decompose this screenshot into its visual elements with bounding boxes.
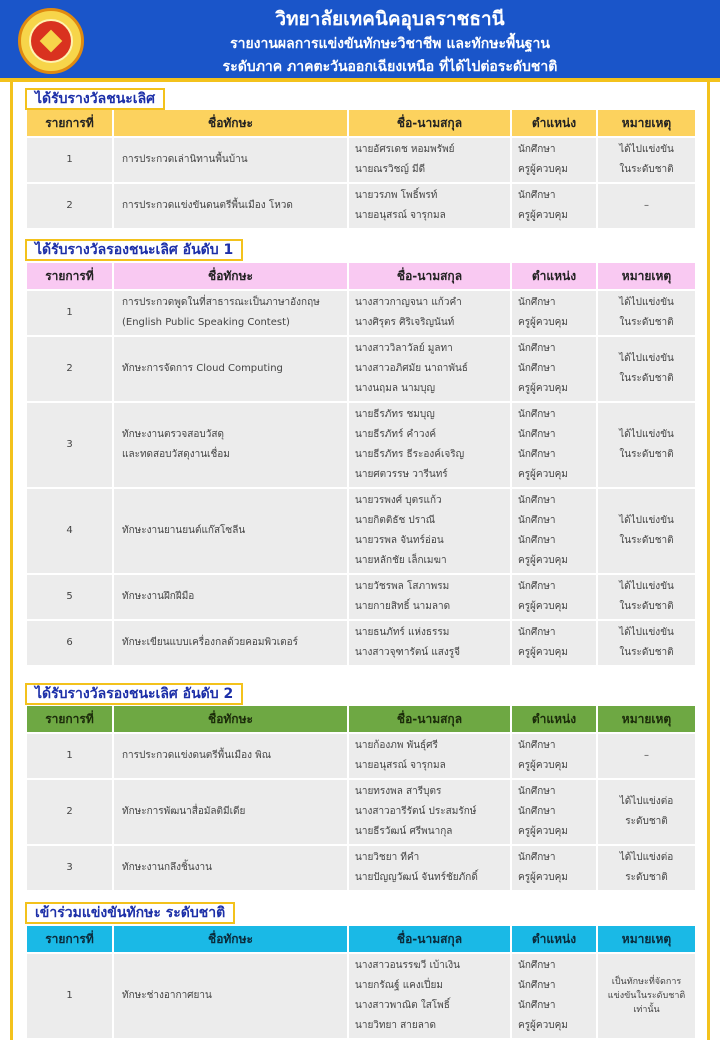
header-divider <box>0 78 720 82</box>
col-header-position: ตำแหน่ง <box>512 706 596 732</box>
cell-line: นายณรวิชญ์ มีดี <box>355 164 426 175</box>
cell-names <box>349 621 510 665</box>
cell-line: นายทรงพล สารีบุตร <box>355 786 442 797</box>
cell-line: นางสาวอภิศมัย นาถาพันธ์ <box>355 363 468 374</box>
cell-line: ครูผู้ควบคุม <box>518 1020 568 1031</box>
table-row <box>27 954 695 1038</box>
cell-no: 5 <box>27 575 112 619</box>
cell-names <box>349 403 510 487</box>
cell-note <box>598 621 695 665</box>
cell-skill <box>114 138 347 182</box>
table-national <box>25 924 697 1040</box>
cell-line: ครูผู้ควบคุม <box>518 760 568 771</box>
cell-line: นายวิทยา สายลาด <box>355 1020 436 1031</box>
cell-line: ได้ไปแข่งขัน <box>619 515 674 526</box>
cell-skill <box>114 734 347 778</box>
cell-line: นักศึกษา <box>518 1000 556 1011</box>
frame-left <box>10 82 13 1040</box>
cell-positions <box>512 734 596 778</box>
cell-note <box>598 846 695 890</box>
cell-line: – <box>644 200 649 211</box>
table-row <box>27 138 695 182</box>
cell-line: นายปัญญวัฒน์ จันทร์ชัยภักดิ์ <box>355 872 478 883</box>
col-header-note: หมายเหตุ <box>598 706 695 732</box>
cell-positions <box>512 184 596 228</box>
college-title: วิทยาลัยเทคนิคอุบลราชธานี <box>275 8 505 30</box>
cell-names <box>349 291 510 335</box>
cell-line: ในระดับชาติ <box>619 449 674 460</box>
col-header-skill: ชื่อทักษะ <box>114 926 347 952</box>
cell-line: ครูผู้ควบคุม <box>518 826 568 837</box>
col-header-note: หมายเหตุ <box>598 926 695 952</box>
cell-line: นักศึกษา <box>518 144 556 155</box>
table-row <box>27 337 695 401</box>
table-row <box>27 734 695 778</box>
cell-no: 2 <box>27 337 112 401</box>
cell-line: นักศึกษา <box>518 960 556 971</box>
cell-positions <box>512 489 596 573</box>
cell-line: นายอัศรเดช หอมพรัพย์ <box>355 144 455 155</box>
cell-line: นายวรพล จันทร์อ่อน <box>355 535 444 546</box>
cell-line: นางสาวอารีรัตน์ ประสมรักษ์ <box>355 806 477 817</box>
cell-line: การประกวดแข่งดนตรีพื้นเมือง พิณ <box>122 750 272 761</box>
cell-skill <box>114 575 347 619</box>
cell-line: นางนฤมล นามบุญ <box>355 383 436 394</box>
cell-positions <box>512 575 596 619</box>
report-level: ระดับภาค ภาคตะวันออกเฉียงเหนือ ที่ได้ไปต่อระดับชาติ <box>222 59 558 75</box>
col-header-name: ชื่อ-นามสกุล <box>349 706 510 732</box>
cell-skill <box>114 489 347 573</box>
table-row <box>27 291 695 335</box>
cell-line: นักศึกษา <box>518 363 556 374</box>
col-header-skill: ชื่อทักษะ <box>114 110 347 136</box>
cell-skill <box>114 337 347 401</box>
cell-note <box>598 138 695 182</box>
cell-line: นายกรัณฐ์ แคงเปี่ยม <box>355 980 443 991</box>
table-runnerup2 <box>25 704 697 892</box>
cell-line: นักศึกษา <box>518 627 556 638</box>
cell-positions <box>512 403 596 487</box>
col-header-name: ชื่อ-นามสกุล <box>349 263 510 289</box>
cell-names <box>349 138 510 182</box>
table-row <box>27 489 695 573</box>
cell-line: นายก้องภพ พันธุ์ศรี <box>355 740 438 751</box>
cell-line: ทักษะงานฝึกฝีมือ <box>122 591 195 602</box>
table-header-row <box>27 706 695 732</box>
cell-note <box>598 337 695 401</box>
cell-no: 1 <box>27 734 112 778</box>
cell-line: นางสาวจุฑารัตน์ แสงรูจี <box>355 647 460 658</box>
col-header-no: รายการที่ <box>27 706 112 732</box>
table-header-row <box>27 263 695 289</box>
cell-line: นักศึกษา <box>518 429 556 440</box>
table-winner <box>25 108 697 230</box>
cell-positions <box>512 954 596 1038</box>
cell-line: ครูผู้ควบคุม <box>518 210 568 221</box>
cell-line: นายวัชรพล โสภาพรม <box>355 581 450 592</box>
table-row <box>27 184 695 228</box>
cell-line: (English Public Speaking Contest) <box>122 317 290 328</box>
col-header-skill: ชื่อทักษะ <box>114 706 347 732</box>
cell-line: นายวรพงศ์ บุตรแก้ว <box>355 495 442 506</box>
cell-positions <box>512 138 596 182</box>
cell-line: ทักษะการจัดการ Cloud Computing <box>122 363 283 374</box>
cell-skill <box>114 291 347 335</box>
cell-line: ครูผู้ควบคุม <box>518 601 568 612</box>
cell-line: ในระดับชาติ <box>619 601 674 612</box>
col-header-note: หมายเหตุ <box>598 110 695 136</box>
cell-positions <box>512 621 596 665</box>
cell-note <box>598 291 695 335</box>
cell-positions <box>512 780 596 844</box>
cell-line: นายวรภพ โพธิ์พรท์ <box>355 190 438 201</box>
cell-names <box>349 184 510 228</box>
col-header-skill: ชื่อทักษะ <box>114 263 347 289</box>
cell-line: นักศึกษา <box>518 495 556 506</box>
cell-line: นางสาวพาณิต ใสโพธิ์ <box>355 1000 450 1011</box>
cell-positions <box>512 337 596 401</box>
cell-names <box>349 846 510 890</box>
cell-line: ได้ไปแข่งขัน <box>619 581 674 592</box>
col-header-position: ตำแหน่ง <box>512 110 596 136</box>
cell-positions <box>512 291 596 335</box>
cell-line: นายอนุสรณ์ จารุกมล <box>355 760 446 771</box>
cell-line: นายกิตติธัช ปราณี <box>355 515 436 526</box>
col-header-note: หมายเหตุ <box>598 263 695 289</box>
cell-line: นายศตวรรษ วารีนทร์ <box>355 469 448 480</box>
col-header-position: ตำแหน่ง <box>512 926 596 952</box>
cell-line: นายวิชยา ทีคำ <box>355 852 420 863</box>
table-row <box>27 403 695 487</box>
cell-note <box>598 780 695 844</box>
cell-line: การประกวดพูดในที่สาธารณะเป็นภาษาอังกฤษ <box>122 297 320 308</box>
report-subtitle: รายงานผลการแข่งขันทักษะวิชาชีพ และทักษะพื้นฐาน <box>230 36 550 52</box>
cell-names <box>349 734 510 778</box>
cell-no: 1 <box>27 954 112 1038</box>
cell-no: 2 <box>27 184 112 228</box>
frame-right <box>707 82 710 1040</box>
cell-line: ทักษะงานตรวจสอบวัสดุ <box>122 429 224 440</box>
cell-line: แข่งขันในระดับชาติ <box>607 991 686 1001</box>
section-title-runnerup1: ได้รับรางวัลรองชนะเลิศ อันดับ 1 <box>25 239 243 261</box>
cell-line: เท่านั้น <box>633 1005 660 1015</box>
cell-line: ระดับชาติ <box>625 816 668 827</box>
col-header-no: รายการที่ <box>27 263 112 289</box>
col-header-no: รายการที่ <box>27 110 112 136</box>
cell-line: นักศึกษา <box>518 852 556 863</box>
cell-line: นายธนภัทร์ แห่งธรรม <box>355 627 450 638</box>
cell-line: ครูผู้ควบคุม <box>518 872 568 883</box>
cell-line: ได้ไปแข่งขัน <box>619 353 674 364</box>
cell-names <box>349 780 510 844</box>
cell-line: นายอนุสรณ์ จารุกมล <box>355 210 446 221</box>
table-row <box>27 575 695 619</box>
cell-line: ในระดับชาติ <box>619 373 674 384</box>
cell-positions <box>512 846 596 890</box>
table-row <box>27 780 695 844</box>
cell-line: ครูผู้ควบคุม <box>518 383 568 394</box>
table-row <box>27 621 695 665</box>
cell-names <box>349 337 510 401</box>
cell-line: ในระดับชาติ <box>619 647 674 658</box>
cell-line: นักศึกษา <box>518 535 556 546</box>
cell-line: เป็นทักษะที่จัดการ <box>611 977 682 987</box>
cell-line: – <box>644 750 649 761</box>
cell-line: นางศิรุตร ศิริเจริญนันท์ <box>355 317 455 328</box>
cell-line: ในระดับชาติ <box>619 164 674 175</box>
cell-no: 2 <box>27 780 112 844</box>
cell-line: ทักษะการพัฒนาสื่อมัลติมีเดีย <box>122 806 246 817</box>
cell-line: ได้ไปแข่งต่อ <box>619 796 674 807</box>
cell-no: 3 <box>27 403 112 487</box>
cell-note <box>598 403 695 487</box>
cell-note <box>598 184 695 228</box>
cell-line: นายหลักชัย เล็กเมฆา <box>355 555 447 566</box>
cell-note <box>598 489 695 573</box>
college-seal-logo <box>18 8 84 74</box>
col-header-name: ชื่อ-นามสกุล <box>349 110 510 136</box>
cell-line: นักศึกษา <box>518 806 556 817</box>
cell-note <box>598 954 695 1038</box>
cell-line: การประกวดแข่งขันดนตรีพื้นเมือง โหวด <box>122 200 293 211</box>
cell-line: ได้ไปแข่งต่อ <box>619 852 674 863</box>
cell-no: 6 <box>27 621 112 665</box>
col-header-position: ตำแหน่ง <box>512 263 596 289</box>
cell-skill <box>114 184 347 228</box>
cell-line: นักศึกษา <box>518 449 556 460</box>
cell-line: ทักษะช่างอากาศยาน <box>122 990 212 1001</box>
cell-line: ได้ไปแข่งขัน <box>619 144 674 155</box>
table-header-row <box>27 926 695 952</box>
cell-line: นายธีรวัฒน์ ศรีพนากุล <box>355 826 453 837</box>
cell-line: นางสาวอนรรฆวี เบ้าเงิน <box>355 960 460 971</box>
cell-skill <box>114 846 347 890</box>
cell-line: นายธีรภัทร์ คำวงค์ <box>355 429 437 440</box>
cell-line: นางสาววิลาวัลย์ มูลทา <box>355 343 453 354</box>
table-header-row <box>27 110 695 136</box>
cell-line: ได้ไปแข่งขัน <box>619 627 674 638</box>
cell-skill <box>114 954 347 1038</box>
cell-line: นายธีรภัทร ธีระองค์เจริญ <box>355 449 465 460</box>
cell-line: ในระดับชาติ <box>619 317 674 328</box>
cell-line: นายกายสิทธิ์ นามลาด <box>355 601 451 612</box>
cell-names <box>349 489 510 573</box>
section-title-national: เข้าร่วมแข่งขันทักษะ ระดับชาติ <box>25 902 235 924</box>
cell-line: ทักษะงานยานยนต์แก๊สโซลีน <box>122 525 246 536</box>
cell-line: ในระดับชาติ <box>619 535 674 546</box>
cell-line: นักศึกษา <box>518 190 556 201</box>
cell-line: นักศึกษา <box>518 515 556 526</box>
section-title-winner: ได้รับรางวัลชนะเลิศ <box>25 88 165 110</box>
cell-line: นักศึกษา <box>518 980 556 991</box>
cell-note <box>598 575 695 619</box>
cell-line: ได้ไปแข่งขัน <box>619 429 674 440</box>
cell-no: 1 <box>27 138 112 182</box>
cell-line: นักศึกษา <box>518 409 556 420</box>
cell-skill <box>114 403 347 487</box>
page-header <box>0 0 720 82</box>
cell-line: ครูผู้ควบคุม <box>518 555 568 566</box>
cell-line: ทักษะงานกลึงชิ้นงาน <box>122 862 212 873</box>
cell-skill <box>114 621 347 665</box>
section-title-runnerup2: ได้รับรางวัลรองชนะเลิศ อันดับ 2 <box>25 683 243 705</box>
cell-no: 1 <box>27 291 112 335</box>
table-row <box>27 846 695 890</box>
cell-line: การประกวดเล่านิทานพื้นบ้าน <box>122 154 248 165</box>
cell-line: ระดับชาติ <box>625 872 668 883</box>
cell-names <box>349 954 510 1038</box>
cell-line: นักศึกษา <box>518 297 556 308</box>
cell-line: ได้ไปแข่งขัน <box>619 297 674 308</box>
col-header-no: รายการที่ <box>27 926 112 952</box>
cell-line: นักศึกษา <box>518 740 556 751</box>
cell-skill <box>114 780 347 844</box>
cell-line: นักศึกษา <box>518 581 556 592</box>
cell-line: ครูผู้ควบคุม <box>518 469 568 480</box>
cell-no: 3 <box>27 846 112 890</box>
cell-line: ทักษะเขียนแบบเครื่องกลด้วยคอมพิวเตอร์ <box>122 637 299 648</box>
cell-line: นักศึกษา <box>518 343 556 354</box>
table-runnerup1 <box>25 261 697 667</box>
cell-line: ครูผู้ควบคุม <box>518 317 568 328</box>
cell-names <box>349 575 510 619</box>
cell-line: นายธีรภัทร ชมบุญ <box>355 409 435 420</box>
cell-line: และทดสอบวัสดุงานเชื่อม <box>122 449 230 460</box>
cell-line: นักศึกษา <box>518 786 556 797</box>
cell-no: 4 <box>27 489 112 573</box>
cell-line: นางสาวกาญจนา แก้วคำ <box>355 297 462 308</box>
cell-line: ครูผู้ควบคุม <box>518 164 568 175</box>
cell-line: ครูผู้ควบคุม <box>518 647 568 658</box>
cell-note <box>598 734 695 778</box>
col-header-name: ชื่อ-นามสกุล <box>349 926 510 952</box>
